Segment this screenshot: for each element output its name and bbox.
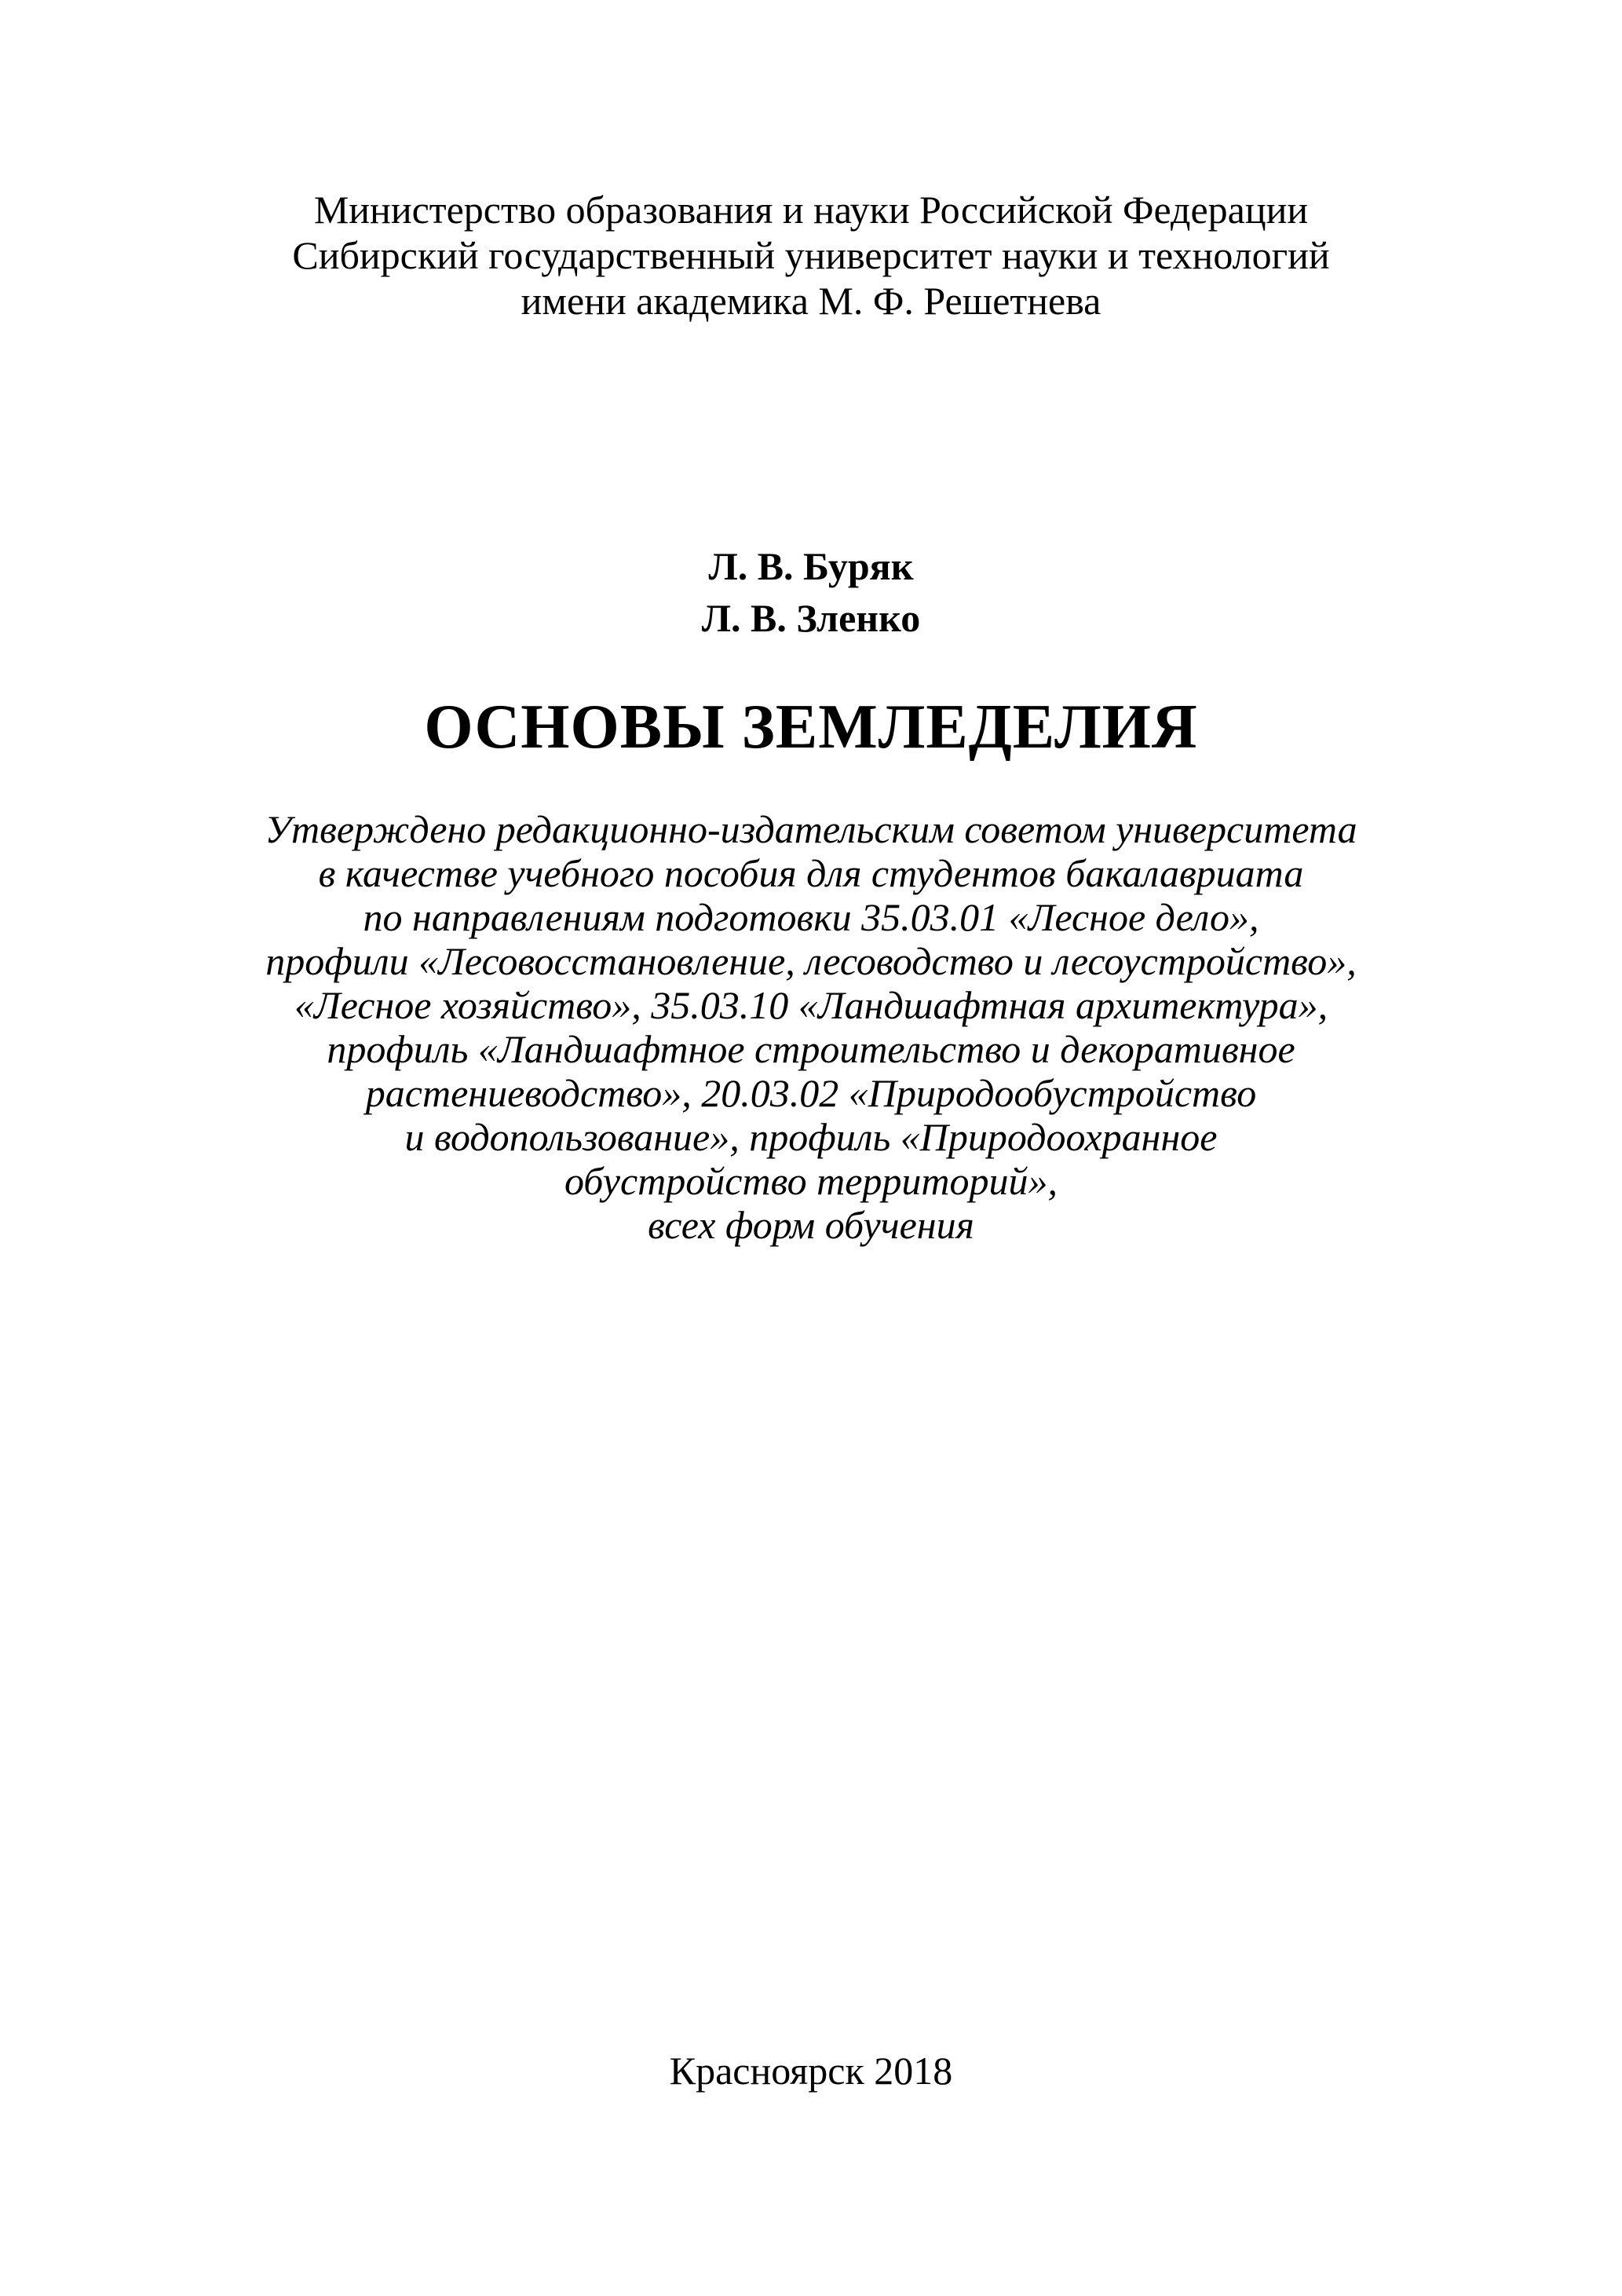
- city-year: Красноярск 2018: [669, 2049, 953, 2093]
- approval-statement: [0, 807, 1622, 1247]
- book-title: ОСНОВЫ ЗЕМЛЕДЕЛИЯ: [424, 693, 1198, 762]
- authors: [0, 540, 1622, 644]
- university-name-line: имени академика М. Ф. Решетнева: [521, 279, 1101, 323]
- approval-line: по направлениям подготовки 35.03.01 «Лесное дело»,: [363, 895, 1259, 939]
- approval-line: профили «Лесовосстановление, лесоводство и лесоустройство»,: [265, 939, 1357, 983]
- university-line: Сибирский государственный университет науки и технологий: [292, 233, 1330, 277]
- author-2: Л. В. Зленко: [701, 596, 921, 640]
- approval-line: профиль «Ландшафтное строительство и декоративное: [327, 1027, 1295, 1071]
- approval-line: «Лесное хозяйство», 35.03.10 «Ландшафтная архитектура»,: [294, 983, 1328, 1027]
- approval-line: всех форм обучения: [648, 1203, 974, 1247]
- author-1: Л. В. Буряк: [708, 544, 914, 588]
- approval-line: в качестве учебного пособия для студентов бакалавриата: [318, 851, 1304, 895]
- approval-line: растениеводство», 20.03.02 «Природообустройство: [365, 1071, 1257, 1115]
- approval-line: и водопользование», профиль «Природоохранное: [404, 1115, 1218, 1159]
- approval-line: обустройство территорий»,: [564, 1159, 1058, 1203]
- ministry-line: Министерство образования и науки Российской Федерации: [313, 188, 1309, 232]
- approval-line: Утверждено редакционно-издательским советом университета: [265, 807, 1357, 851]
- institution-header: [0, 187, 1622, 324]
